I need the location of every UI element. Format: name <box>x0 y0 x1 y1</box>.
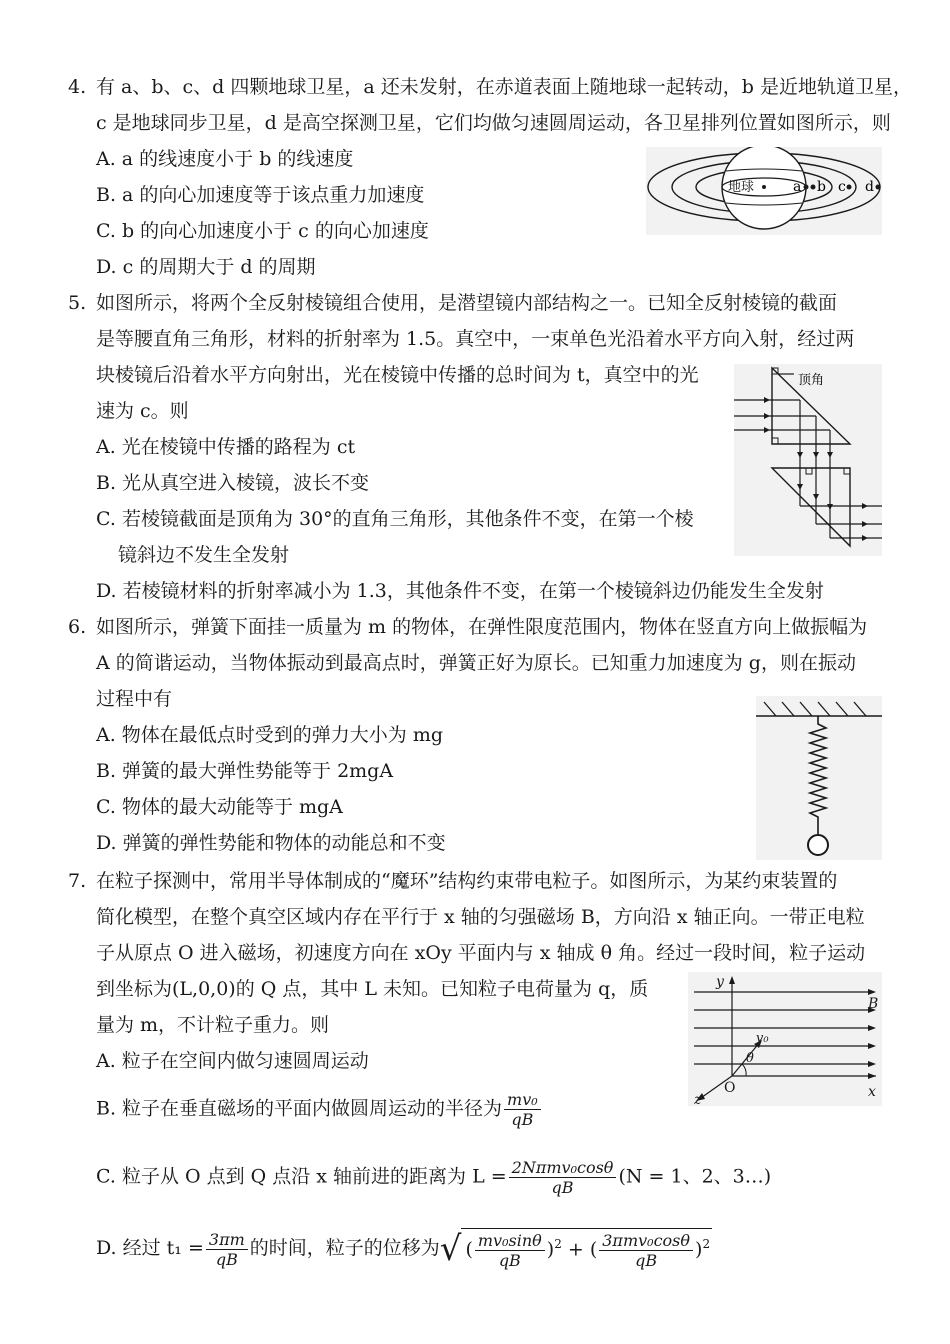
y-axis-label: y <box>716 974 724 990</box>
q7-number: 7. <box>68 870 87 892</box>
q4-label-c: c <box>838 179 846 195</box>
q7-option-a: A. 粒子在空间内做匀速圆周运动 <box>96 1050 369 1072</box>
q4-label-d: d <box>865 179 874 195</box>
q4-satellite-orbit-figure <box>646 147 882 235</box>
q6-option-c: C. 物体的最大动能等于 mgA <box>96 796 343 818</box>
q7-option-d-sqrt: √ ( $\frac{\text{mv₀sinθ}}{qB}$ )$^2$ + ( $\frac{\text{3πmv₀cosθ}}{qB}$ )$^2$ <box>439 1229 711 1270</box>
origin-label: O <box>724 1080 736 1096</box>
q7-option-c-condition: (N = 1、2、3…) <box>618 1165 772 1188</box>
v0-label: v₀ <box>756 1031 769 1046</box>
q5-apex-angle-label: 顶角 <box>798 373 825 388</box>
q7-option-d-term2-denominator: qB <box>635 1251 658 1270</box>
q6-number: 6. <box>68 616 87 638</box>
q7-option-d-mid-text: 的时间，粒子的位移为 <box>249 1237 440 1259</box>
q5-stem-line2: 是等腰直角三角形，材料的折射率为 1.5。真空中，一束单色光沿着水平方向入射，经过两 <box>96 328 855 350</box>
q7-stem-line2: 简化模型，在整个真空区域内存在平行于 x 轴的匀强磁场 B，方向沿 x 轴正向。一带正电粒 <box>96 906 865 928</box>
x-axis-label: x <box>868 1084 876 1100</box>
earth-center-dot <box>762 185 766 189</box>
q7-option-b-numerator: mv₀ <box>504 1090 541 1110</box>
q7-stem-line4: 到坐标为(L,0,0)的 Q 点，其中 L 未知。已知粒子电荷量为 q，质 <box>96 978 649 1000</box>
q4-option-c: C. b 的向心加速度小于 c 的向心加速度 <box>96 220 429 242</box>
q6-option-a: A. 物体在最低点时受到的弹力大小为 mg <box>96 724 444 746</box>
q7-option-d-term1-denominator: qB <box>498 1251 521 1270</box>
q7-option-b-text: B. 粒子在垂直磁场的平面内做圆周运动的半径为 <box>96 1097 503 1120</box>
field-b-label: B <box>868 996 879 1012</box>
satellite-a-dot <box>804 185 809 190</box>
q5-number: 5. <box>68 292 87 314</box>
q5-option-a: A. 光在棱镜中传播的路程为 ct <box>96 436 356 458</box>
q5-option-d: D. 若棱镜材料的折射率减小为 1.3，其他条件不变，在第一个棱镜斜边仍能发生全发射 <box>96 580 824 602</box>
q7-option-c-text: C. 粒子从 O 点到 Q 点沿 x 轴前进的距离为 L = <box>96 1165 507 1188</box>
q5-stem-line4: 速为 c。则 <box>96 400 189 422</box>
q7-option-d-text: D. 经过 t₁ = <box>96 1237 204 1259</box>
q4-option-a: A. a 的线速度小于 b 的线速度 <box>96 148 354 170</box>
q7-stem-line1: 在粒子探测中，常用半导体制成的“魔环”结构约束带电粒子。如图所示，为某约束装置的 <box>96 870 838 892</box>
q7-option-d-term1-numerator: mv₀sinθ <box>475 1231 545 1251</box>
q4-label-b: b <box>817 179 826 195</box>
q7-option-c <box>96 1158 771 1197</box>
satellite-d-dot <box>876 185 881 190</box>
q4-earth-label: 地球 <box>728 180 755 195</box>
q5-stem-line1: 如图所示，将两个全反射棱镜组合使用，是潜望镜内部结构之一。已知全反射棱镜的截面 <box>96 292 838 314</box>
q7-stem-line3: 子从原点 O 进入磁场，初速度方向在 xOy 平面内与 x 轴成 θ 角。经过一段时间，粒子运动 <box>96 942 866 964</box>
q4-option-b: B. a 的向心加速度等于该点重力加速度 <box>96 184 425 206</box>
q5-option-c-line1: C. 若棱镜截面是顶角为 30°的直角三角形，其他条件不变，在第一个棱 <box>96 508 694 530</box>
q6-stem-line3: 过程中有 <box>96 688 173 710</box>
q7-option-c-denominator: qB <box>551 1178 574 1197</box>
q7-option-c-numerator: 2Nπmv₀cosθ <box>509 1158 617 1178</box>
satellite-c-dot <box>847 185 852 190</box>
q5-option-c-line2: 镜斜边不发生全发射 <box>118 544 290 566</box>
q4-stem-line1: 有 a、b、c、d 四颗地球卫星，a 还未发射，在赤道表面上随地球一起转动，b 是近地轨道卫星， <box>96 76 912 98</box>
q7-option-d-time-numerator: 3πm <box>206 1230 248 1250</box>
q4-label-a: a <box>793 179 802 195</box>
q5-stem-line3: 块棱镜后沿着水平方向射出，光在棱镜中传播的总时间为 t，真空中的光 <box>96 364 699 386</box>
q5-periscope-prism-figure <box>734 364 882 556</box>
satellite-b-dot <box>811 185 816 190</box>
q7-option-d-term2-numerator: 3πmv₀cosθ <box>599 1231 693 1251</box>
q7-stem-line5: 量为 m，不计粒子重力。则 <box>96 1014 330 1036</box>
q7-option-d-time-denominator: qB <box>215 1249 238 1269</box>
z-axis-label: z <box>694 1092 702 1106</box>
q7-magnetic-field-figure <box>688 972 882 1106</box>
q7-option-d-time-fraction <box>206 1230 248 1269</box>
hanging-mass <box>808 835 828 855</box>
q6-stem-line1: 如图所示，弹簧下面挂一质量为 m 的物体，在弹性限度范围内，物体在竖直方向上做振幅为 <box>96 616 868 638</box>
q6-option-d: D. 弹簧的弹性势能和物体的动能总和不变 <box>96 832 446 854</box>
q7-option-b-denominator: qB <box>511 1110 534 1129</box>
theta-label: θ <box>746 1051 754 1066</box>
q6-spring-mass-figure <box>756 696 882 860</box>
q7-option-d <box>96 1228 712 1270</box>
q4-number: 4. <box>68 76 87 98</box>
q4-stem-line2: c 是地球同步卫星，d 是高空探测卫星，它们均做匀速圆周运动，各卫星排列位置如图所示，则 <box>96 112 891 134</box>
q7-option-b <box>96 1090 543 1129</box>
q6-stem-line2: A 的简谐运动，当物体振动到最高点时，弹簧正好为原长。已知重力加速度为 g，则在振动 <box>96 652 856 674</box>
q7-option-b-fraction <box>504 1090 541 1129</box>
q4-option-d: D. c 的周期大于 d 的周期 <box>96 256 316 278</box>
q7-option-c-fraction <box>509 1158 617 1197</box>
q6-option-b: B. 弹簧的最大弹性势能等于 2mgA <box>96 760 394 782</box>
q5-option-b: B. 光从真空进入棱镜，波长不变 <box>96 472 370 494</box>
